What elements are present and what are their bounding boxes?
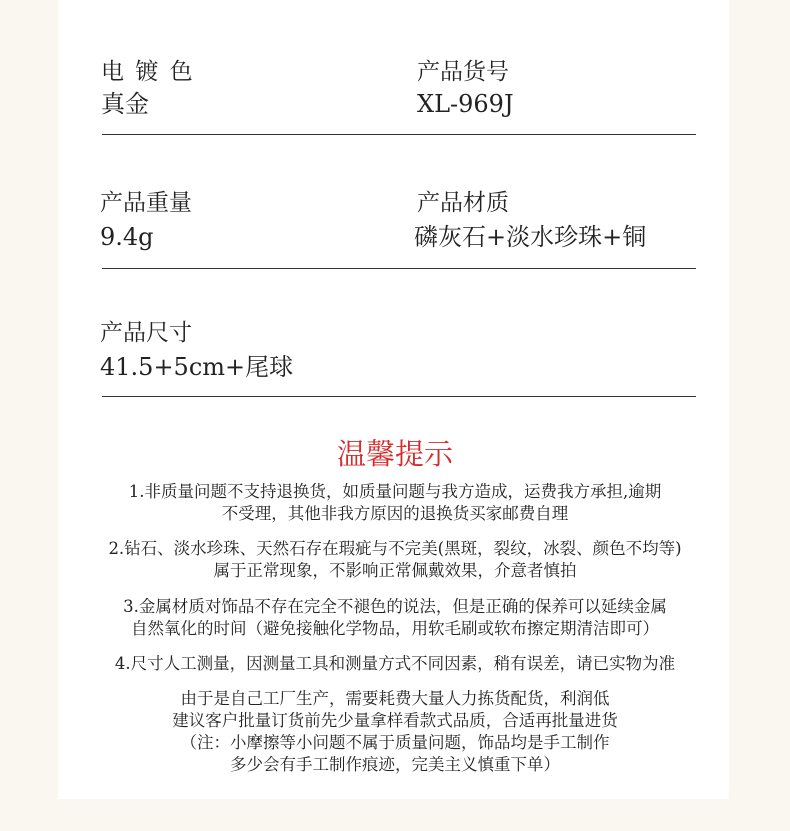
notice-item-2-line-2: 属于正常现象，不影响正常佩戴效果，介意者慎拍: [213, 561, 577, 580]
closing-line-4: 多少会有手工制作痕迹，完美主义慎重下单）: [230, 755, 560, 774]
notice-item-1-line-2: 不受理，其他非我方原因的退换货买家邮费自理: [221, 504, 569, 523]
notice-item-3-line-2: 自然氧化的时间（避免接触化学物品，用软毛刷或软布擦定期清洁即可）: [131, 619, 659, 638]
notice-item-2-line-1: 2.钻石、淡水珍珠、天然石存在瑕疵与不完美(黑斑，裂纹，冰裂、颜色不均等): [108, 539, 682, 558]
material-label: 产品材质: [417, 190, 509, 216]
product-code-label: 产品货号: [417, 59, 509, 85]
plating-color-label: 电 镀 色: [101, 59, 195, 85]
product-code-value: XL-969J: [417, 90, 514, 118]
notice-title: 温馨提示: [336, 437, 453, 471]
divider-3: [102, 396, 696, 397]
notice-item-1-line-1: 1.非质量问题不支持退换货，如质量问题与我方造成，运费我方承担,逾期: [128, 482, 662, 501]
weight-value: 9.4g: [100, 223, 154, 251]
closing-line-2: 建议客户批量订货前先少量拿样看款式品质，合适再批量进货: [172, 711, 618, 730]
material-value: 磷灰石+淡水珍珠+铜: [414, 223, 647, 251]
notice-item-3-line-1: 3.金属材质对饰品不存在完全不褪色的说法，但是正确的保养可以延续金属: [123, 597, 667, 616]
plating-color-value: 真金: [101, 90, 149, 118]
content-card: [58, 0, 729, 799]
size-value: 41.5+5cm+尾球: [100, 353, 294, 381]
closing-line-3: （注：小摩擦等小问题不属于质量问题，饰品均是手工制作: [180, 733, 610, 752]
size-label: 产品尺寸: [100, 320, 192, 346]
closing-line-1: 由于是自己工厂生产，需要耗费大量人力拣货配货，利润低: [180, 689, 610, 708]
divider-1: [102, 134, 696, 135]
divider-2: [102, 268, 696, 269]
weight-label: 产品重量: [100, 190, 192, 216]
notice-item-4-line-1: 4.尺寸人工测量，因测量工具和测量方式不同因素，稍有误差，请已实物为准: [114, 654, 676, 673]
